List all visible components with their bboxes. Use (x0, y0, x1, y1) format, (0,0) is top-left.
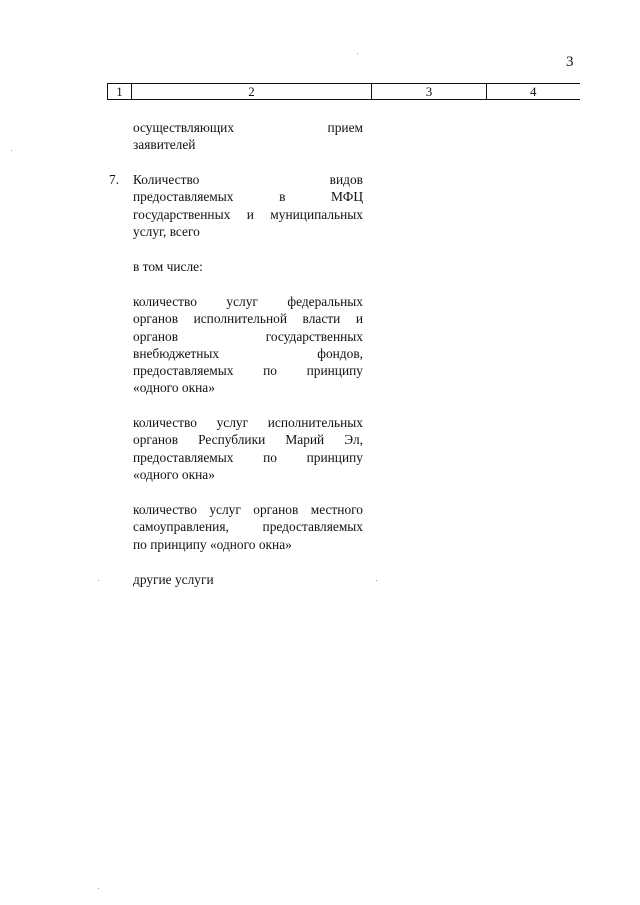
scan-speck (98, 580, 99, 581)
federal-line-5: предоставляемых по принципу (133, 363, 363, 379)
column-header-3: 3 (372, 84, 487, 100)
item-7-title (133, 171, 363, 240)
continuation-line-2: заявителей (133, 137, 196, 153)
column-header-1: 1 (108, 84, 132, 100)
column-header-2: 2 (132, 84, 372, 100)
local-line-2: самоуправления, предоставляемых (133, 519, 363, 535)
column-header-4: 4 (487, 84, 580, 100)
federal-line-4: внебюджетных фондов, (133, 345, 363, 361)
local-line-1: количество услуг органов местного (133, 502, 363, 517)
scan-speck (376, 580, 377, 581)
scan-speck (98, 888, 99, 889)
republic-line-1: количество услуг исполнительных (133, 415, 363, 430)
local-services-text (133, 501, 363, 553)
column-header-row (108, 84, 580, 100)
column-header-table (107, 83, 580, 100)
republic-services-text (133, 414, 363, 483)
item-7-line-4: услуг, всего (133, 223, 200, 239)
federal-line-3: органов государственных (133, 328, 363, 344)
other-services-label: другие услуги (133, 572, 214, 587)
local-line-3: по принципу «одного окна» (133, 536, 292, 552)
item-7-line-2: предоставляемых в МФЦ (133, 189, 363, 205)
item-number: 7. (109, 172, 120, 187)
item-7-line-1: Количество видов (133, 172, 363, 187)
scan-speck (357, 53, 358, 54)
continuation-text (133, 119, 363, 154)
federal-line-2: органов исполнительной власти и (133, 311, 363, 327)
republic-line-2: органов Республики Марий Эл, (133, 432, 363, 448)
federal-services-text (133, 293, 363, 397)
federal-line-1: количество услуг федеральных (133, 294, 363, 309)
scan-speck (11, 150, 12, 151)
republic-line-3: предоставляемых по принципу (133, 449, 363, 465)
including-label: в том числе: (133, 259, 203, 274)
republic-line-4: «одного окна» (133, 466, 215, 482)
continuation-line-1: осуществляющих прием (133, 120, 363, 135)
page-number: 3 (566, 54, 574, 70)
federal-line-6: «одного окна» (133, 380, 215, 396)
item-7-line-3: государственных и муниципальных (133, 206, 363, 222)
